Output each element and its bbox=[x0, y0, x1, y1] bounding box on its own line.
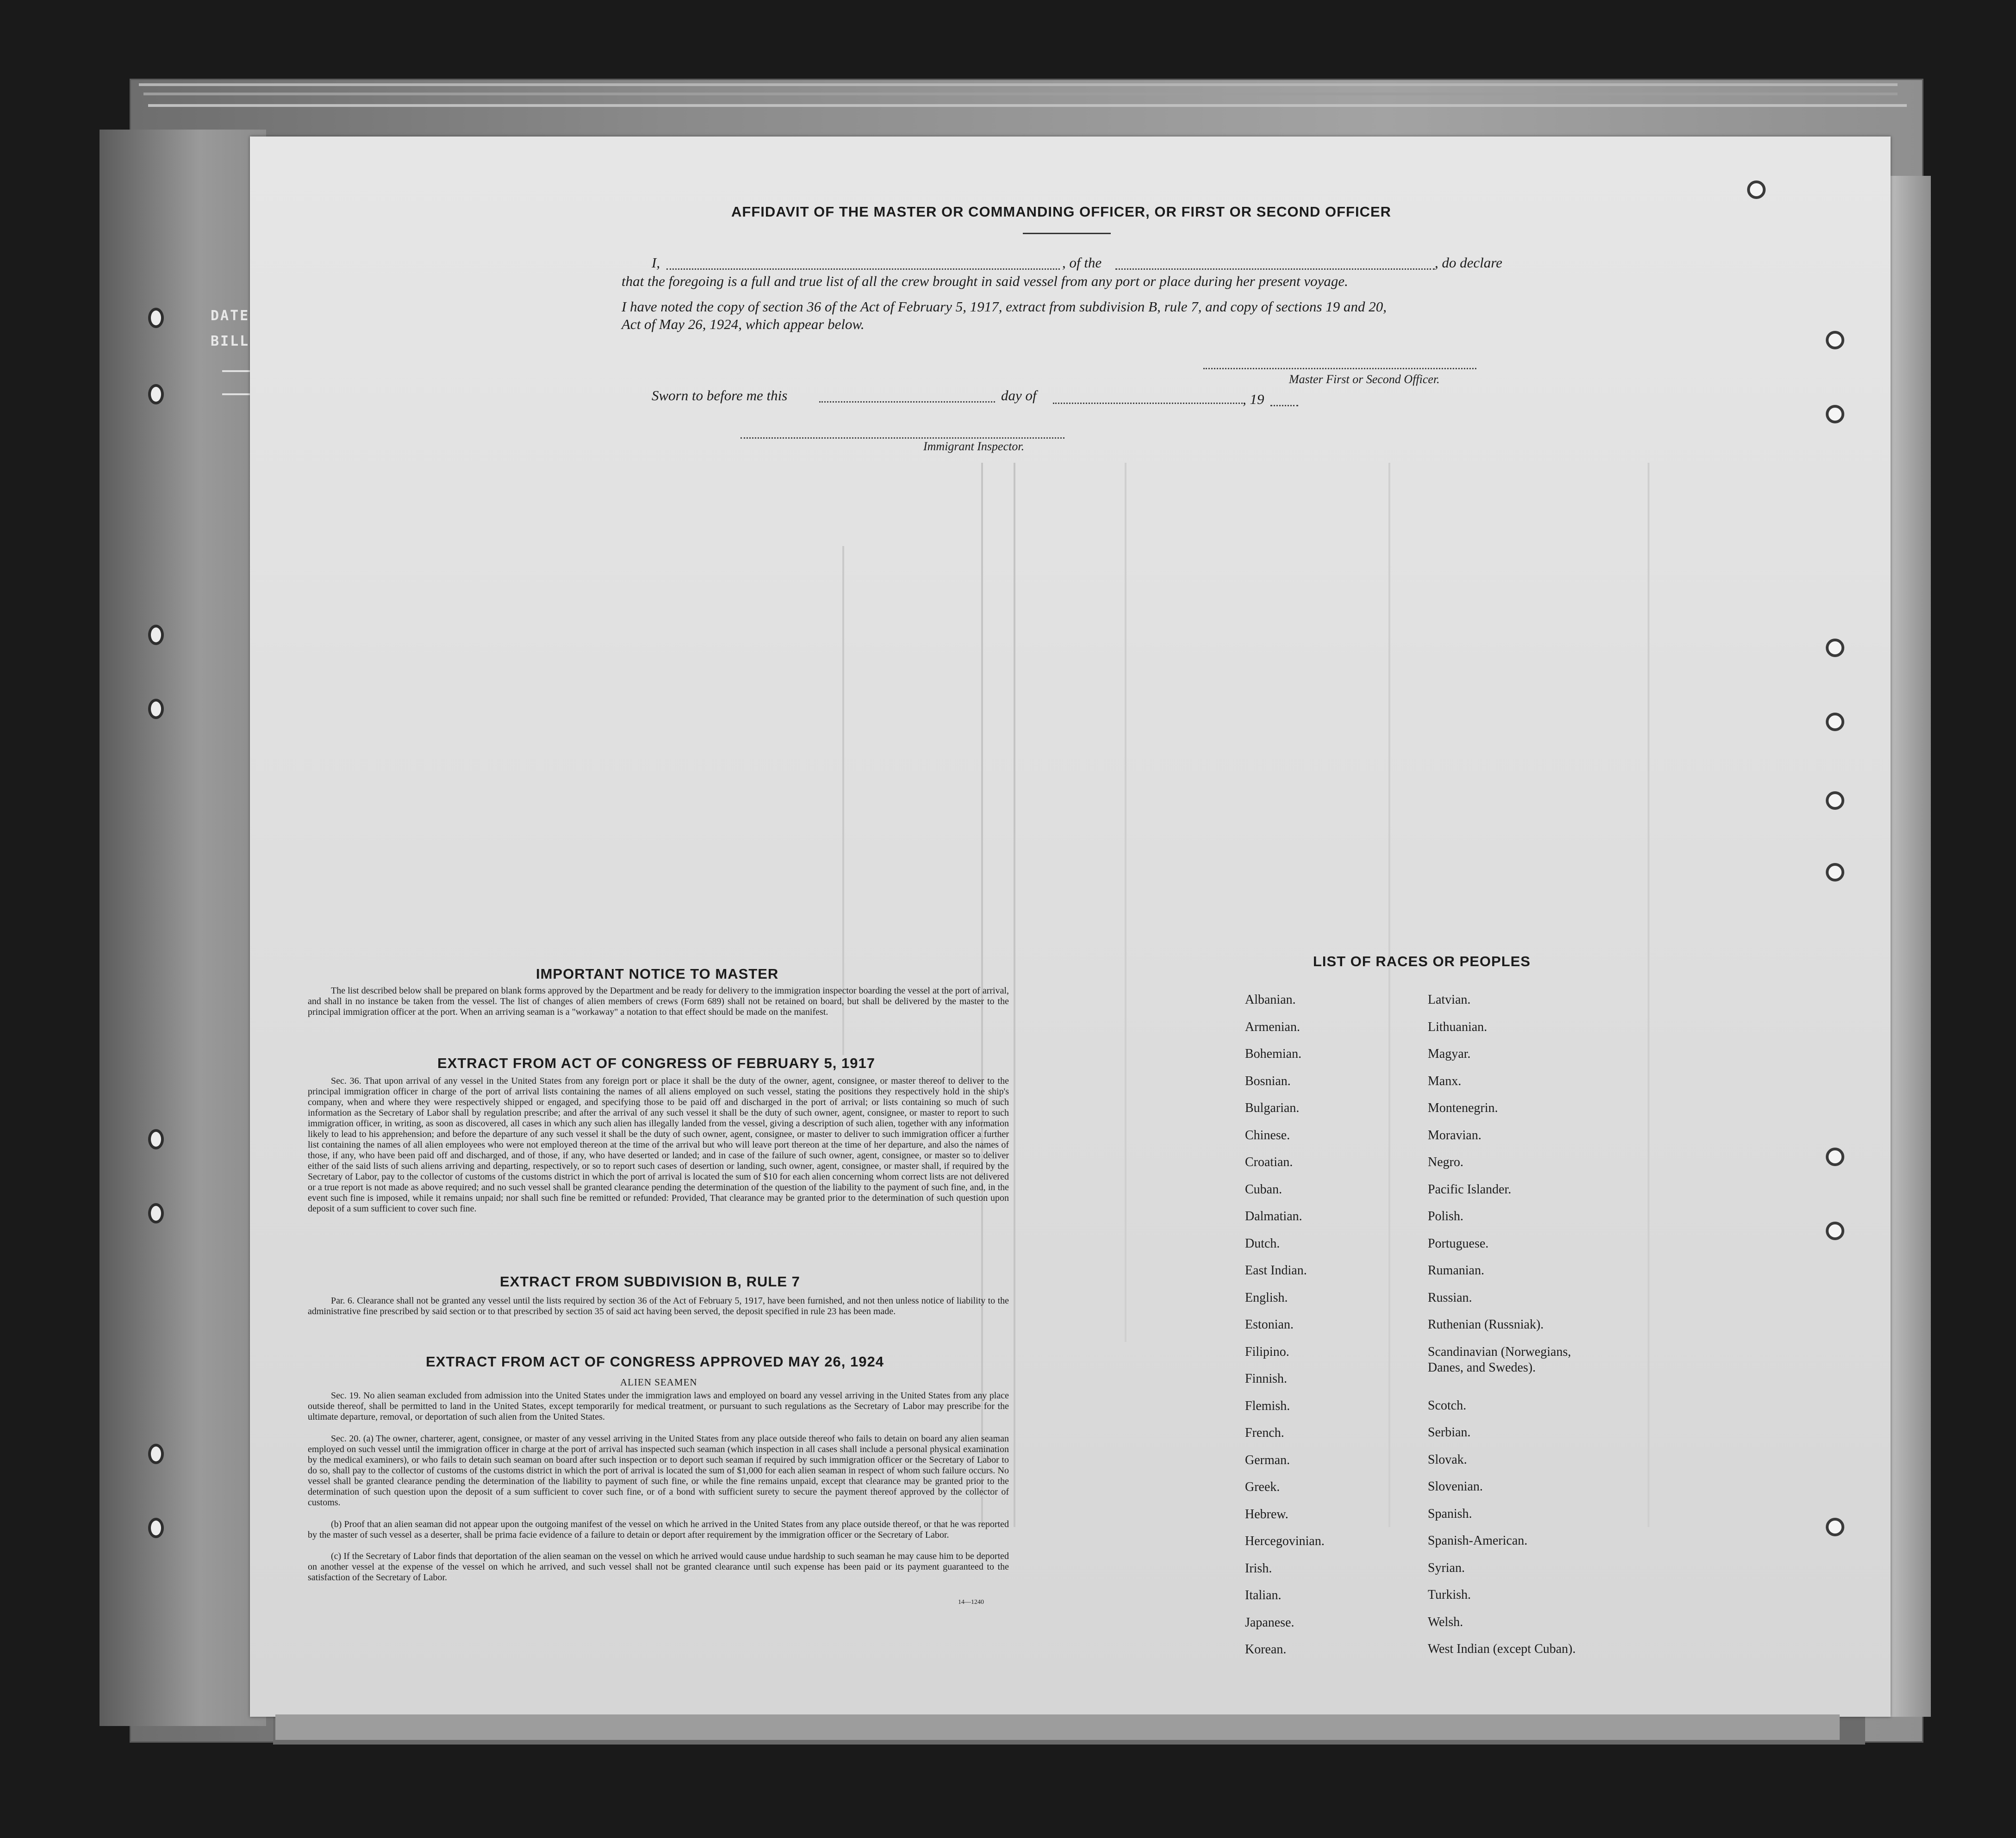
binder-hole bbox=[148, 1518, 164, 1538]
race-item: Negro. bbox=[1428, 1155, 1463, 1169]
sec-20b-body: (b) Proof that an alien seaman did not appear upon the outgoing manifest of the vessel on which he arrived in the United States from any place outside thereof, or that he was reported by the master of such vessel as a deserter, shall be prima facie evidence of a failure to detain or deport after requirement by the immigration officer or the Secretary of Labor. bbox=[308, 1519, 1009, 1540]
master-signature-field[interactable] bbox=[1203, 361, 1476, 369]
ghost-column-rule bbox=[1125, 463, 1126, 1342]
race-item: Ruthenian (Russniak). bbox=[1428, 1317, 1544, 1332]
rule-7-title: EXTRACT FROM SUBDIVISION B, RULE 7 bbox=[500, 1273, 800, 1290]
race-item: Finnish. bbox=[1245, 1372, 1288, 1386]
race-item: Serbian. bbox=[1428, 1425, 1471, 1440]
affidavit-line-2: that the foregoing is a full and true list of all the crew brought in said vessel from any port or place during her present voyage. bbox=[622, 273, 1348, 289]
race-item: Scotch. bbox=[1428, 1398, 1467, 1413]
race-item: Flemish. bbox=[1245, 1398, 1290, 1413]
race-item: Magyar. bbox=[1428, 1047, 1471, 1061]
race-item: Irish. bbox=[1245, 1561, 1272, 1576]
race-item: Greek. bbox=[1245, 1480, 1280, 1494]
extract-1917-body bbox=[308, 1076, 1009, 1214]
race-item: Scandinavian (Norwegians, bbox=[1428, 1344, 1571, 1359]
race-item: Japanese. bbox=[1245, 1615, 1294, 1630]
race-item: Croatian. bbox=[1245, 1155, 1293, 1169]
form-number: 14—1240 bbox=[958, 1599, 984, 1606]
race-item: Turkish. bbox=[1428, 1588, 1471, 1602]
binder-hole bbox=[1826, 713, 1844, 731]
binder-hole bbox=[1826, 791, 1844, 810]
binder-hole bbox=[148, 1444, 164, 1464]
race-item: West Indian (except Cuban). bbox=[1428, 1642, 1576, 1656]
master-signature-label: Master First or Second Officer. bbox=[1289, 373, 1440, 386]
affidavit-do-declare: , do declare bbox=[1435, 255, 1503, 271]
margin-date-label: DATE bbox=[211, 308, 250, 324]
notice-title: IMPORTANT NOTICE TO MASTER bbox=[536, 966, 779, 982]
race-item: Pacific Islander. bbox=[1428, 1182, 1512, 1197]
affidavit-line-4: Act of May 26, 1924, which appear below. bbox=[622, 316, 865, 332]
sheet-shadow-strip bbox=[275, 1714, 1840, 1740]
race-item: Polish. bbox=[1428, 1209, 1464, 1223]
race-item: Slovak. bbox=[1428, 1452, 1467, 1467]
race-item: Spanish-American. bbox=[1428, 1534, 1528, 1548]
race-item: Spanish. bbox=[1428, 1506, 1472, 1521]
race-item: Estonian. bbox=[1245, 1317, 1294, 1332]
sworn-month-field[interactable] bbox=[1053, 393, 1243, 404]
alien-seamen-subtitle: ALIEN SEAMEN bbox=[620, 1377, 697, 1388]
binder-hole bbox=[1826, 1222, 1844, 1240]
extract-1917-title: EXTRACT FROM ACT OF CONGRESS OF FEBRUARY 5, 1917 bbox=[437, 1055, 875, 1071]
race-item: Syrian. bbox=[1428, 1560, 1465, 1575]
sworn-label: Sworn to before me this bbox=[652, 387, 788, 404]
race-item: Armenian. bbox=[1245, 1019, 1300, 1034]
binder-hole bbox=[1826, 639, 1844, 657]
sec-20a-text: (a) The owner, charterer, agent, consignee, or master of any vessel arriving in the United States from any place outside thereof who fails to detain on board any alien seaman employed on such vessel until the immigration officer in charge at the port of arrival has inspected such seaman (which inspection in all cases shall include a personal physical examination by the medical examiners), or who fails to detain such seaman on board after such inspection or to deport such seaman if required by such immigration officer or the Secretary of Labor to do so, shall pay to the collector of customs of the customs district in which the port of arrival is located the sum of $1,000 for each alien seaman in respect of whom such failure occurs. No vessel shall be granted clearance pending the determination of the liability to payment of such fine, or while the fine remains unpaid, except that clearance may be granted prior to the determination of such question upon the deposit of a sum sufficient to cover such fine, or of a bond with sufficient surety to secure the payment thereof approved by the collector of customs. bbox=[308, 1434, 1009, 1508]
race-item: Dalmatian. bbox=[1245, 1209, 1302, 1223]
year-label: , 19 bbox=[1243, 391, 1264, 407]
binder-hole bbox=[1826, 331, 1844, 349]
race-item: Italian. bbox=[1245, 1588, 1282, 1602]
race-item: German. bbox=[1245, 1453, 1290, 1467]
race-item: Albanian. bbox=[1245, 993, 1296, 1007]
race-item: Korean. bbox=[1245, 1642, 1287, 1657]
race-item: English. bbox=[1245, 1290, 1288, 1305]
race-item: Hebrew. bbox=[1245, 1507, 1288, 1521]
rule-7-body: Par. 6. Clearance shall not be granted any vessel until the lists required by section 36 of the Act of February 5, 1917, have been furnished, and not then unless notice of liability to the administrative fine prescribed by said section or to that prescribed by section 35 of said act having been served, the deposit specified in rule 23 has been made. bbox=[308, 1296, 1009, 1316]
race-item: Filipino. bbox=[1245, 1344, 1289, 1359]
page-edge-line bbox=[139, 83, 1898, 86]
sworn-year-field[interactable] bbox=[1270, 396, 1298, 406]
page-edge-line bbox=[148, 104, 1907, 107]
race-item: Dutch. bbox=[1245, 1236, 1280, 1251]
extract-1924-title: EXTRACT FROM ACT OF CONGRESS APPROVED MAY 26, 1924 bbox=[426, 1354, 884, 1370]
binder-hole bbox=[1826, 1518, 1844, 1536]
race-item: Danes, and Swedes). bbox=[1428, 1360, 1536, 1375]
binder-hole bbox=[148, 1203, 164, 1223]
binder-hole bbox=[148, 699, 164, 719]
affidavit-of-the: , of the bbox=[1062, 255, 1102, 271]
affidavit-line-3: I have noted the copy of section 36 of the Act of February 5, 1917, extract from subdivision B, rule 7, and copy of sections 19 and 20, bbox=[622, 298, 1387, 315]
binder-hole bbox=[148, 625, 164, 645]
race-item: Moravian. bbox=[1428, 1128, 1481, 1143]
race-item: Montenegrin. bbox=[1428, 1101, 1498, 1115]
sec-20-label: Sec. 20. bbox=[331, 1434, 361, 1444]
ghost-column-rule bbox=[1014, 463, 1015, 1527]
race-item: Manx. bbox=[1428, 1074, 1462, 1088]
binder-hole bbox=[1747, 180, 1766, 199]
race-item: Rumanian. bbox=[1428, 1263, 1485, 1278]
title-rule bbox=[1023, 233, 1111, 234]
race-item: Bosnian. bbox=[1245, 1074, 1291, 1088]
race-item: Bohemian. bbox=[1245, 1047, 1302, 1061]
vessel-name-field[interactable] bbox=[1115, 259, 1435, 270]
margin-bill-label: BILL bbox=[211, 333, 250, 349]
race-item: Bulgarian. bbox=[1245, 1101, 1300, 1115]
binder-hole bbox=[1826, 405, 1844, 423]
inspector-label: Immigrant Inspector. bbox=[923, 440, 1025, 453]
ghost-column-rule bbox=[1648, 463, 1649, 1527]
race-item: French. bbox=[1245, 1426, 1284, 1440]
page-edge-line bbox=[143, 93, 1898, 95]
sec-20a-body bbox=[308, 1434, 1009, 1508]
ghost-column-rule bbox=[842, 546, 844, 1055]
affidavit-i: I, bbox=[652, 255, 660, 271]
race-item: Portuguese. bbox=[1428, 1236, 1489, 1251]
sec-19-label: Sec. 19. bbox=[331, 1391, 361, 1401]
day-of-label: day of bbox=[1001, 387, 1037, 404]
binder-hole bbox=[148, 1129, 164, 1149]
race-item: Welsh. bbox=[1428, 1614, 1463, 1629]
file-folder-edge bbox=[100, 130, 266, 1726]
race-item: Cuban. bbox=[1245, 1182, 1282, 1197]
inspector-signature-field[interactable] bbox=[740, 428, 1064, 439]
race-item: Slovenian. bbox=[1428, 1479, 1483, 1494]
race-item: Lithuanian. bbox=[1428, 1019, 1487, 1034]
binder-hole bbox=[148, 308, 164, 328]
sec-20c-body: (c) If the Secretary of Labor finds that deportation of the alien seaman on the vessel on which he arrived would cause undue hardship to such seaman he may cause him to be deported on another vessel at the expense of the vessel on which he arrived, and such vessel shall not be granted clearance until such expense has been paid or its payment guaranteed to the satisfaction of the Secretary of Labor. bbox=[308, 1551, 1009, 1583]
sec-36-text: That upon arrival of any vessel in the United States from any foreign port or place it shall be the duty of the owner, agent, consignee, or master thereof to deliver to the principal immigration officer in charge of the port of arrival lists containing the names of all aliens employed on such vessel, stating the positions they respectively hold in the ship's company, when and where they were respectively shipped or engaged, and specifying those to be paid off and discharged in the port of arrival; or lists containing so much of such information as the Secretary of Labor shall by regulation prescribe; and after the arrival of any such vessel it shall be the duty of such owner, agent, consignee, or master to report to such immigration officer, in writing, as soon as discovered, all cases in which any such alien has illegally landed from the vessel, giving a description of such alien, together with any information likely to lead to his apprehension; and before the departure of any such vessel it shall be the duty of such owner, agent, consignee, or master to deliver to such immigration officer a further list containing the names of all alien employees who were not employed thereon at the time of the arrival but who will leave port thereon at the time of her departure, and also the names of those, if any, who have been paid off and discharged, and of those, if any, who have deserted or landed; and in case of the failure of such owner, agent, consignee, or master so to deliver either of the said lists of such aliens arriving and departing, respectively, or so to report such cases of desertion or landing, such owner, agent, consignee, or master shall, if required by the Secretary of Labor, pay to the collector of customs of the customs district in which the port of arrival is located the sum of $10 for each alien concerning whom correct lists are not delivered or a true report is not made as above required; and no such vessel shall be granted clearance pending the determination of the question of the liability to the payment of such fine, and, in the event such fine is imposed, while it remains unpaid; nor shall such fine be remitted or refunded: Provided, That clearance may be granted prior to the determination of such question upon deposit of a sum sufficient to cover such fine. bbox=[308, 1076, 1009, 1214]
races-title: LIST OF RACES OR PEOPLES bbox=[1313, 953, 1531, 969]
binder-hole bbox=[1826, 863, 1844, 882]
master-name-field[interactable] bbox=[666, 259, 1060, 270]
race-item: Chinese. bbox=[1245, 1128, 1290, 1143]
affidavit-title: AFFIDAVIT OF THE MASTER OR COMMANDING OFFICER, OR FIRST OR SECOND OFFICER bbox=[731, 204, 1392, 220]
race-item: Russian. bbox=[1428, 1290, 1472, 1305]
binder-hole bbox=[148, 384, 164, 404]
binder-hole bbox=[1826, 1148, 1844, 1166]
ghost-column-rule bbox=[1388, 463, 1390, 1527]
sec-19-text: No alien seaman excluded from admission into the United States under the immigration laws and employed on board any vessel arriving in the United States from any place outside thereof, shall be permitted to land in the United States, except temporarily for medical treatment, or pursuant to such regulations as the Secretary of Labor may prescribe for the ultimate departure, removal, or deportation of such alien from the United States. bbox=[308, 1391, 1009, 1422]
notice-body: The list described below shall be prepared on blank forms approved by the Department and be ready for delivery to the immigration inspector boarding the vessel at the port of arrival, and shall in no instance be taken from the vessel. The list of changes of alien members of crews (Form 689) shall not be retained on board, but shall be delivered by the master to the principal immigration officer at the port. When an arriving seaman is a "workaway" a notation to that effect should be made on the manifest. bbox=[308, 986, 1009, 1017]
sworn-day-field[interactable] bbox=[819, 392, 995, 403]
sec-36-label: Sec. 36. bbox=[331, 1076, 361, 1086]
sec-19-body bbox=[308, 1391, 1009, 1422]
race-item: Latvian. bbox=[1428, 993, 1471, 1007]
race-item: Hercegovinian. bbox=[1245, 1534, 1325, 1548]
race-item: East Indian. bbox=[1245, 1263, 1307, 1278]
